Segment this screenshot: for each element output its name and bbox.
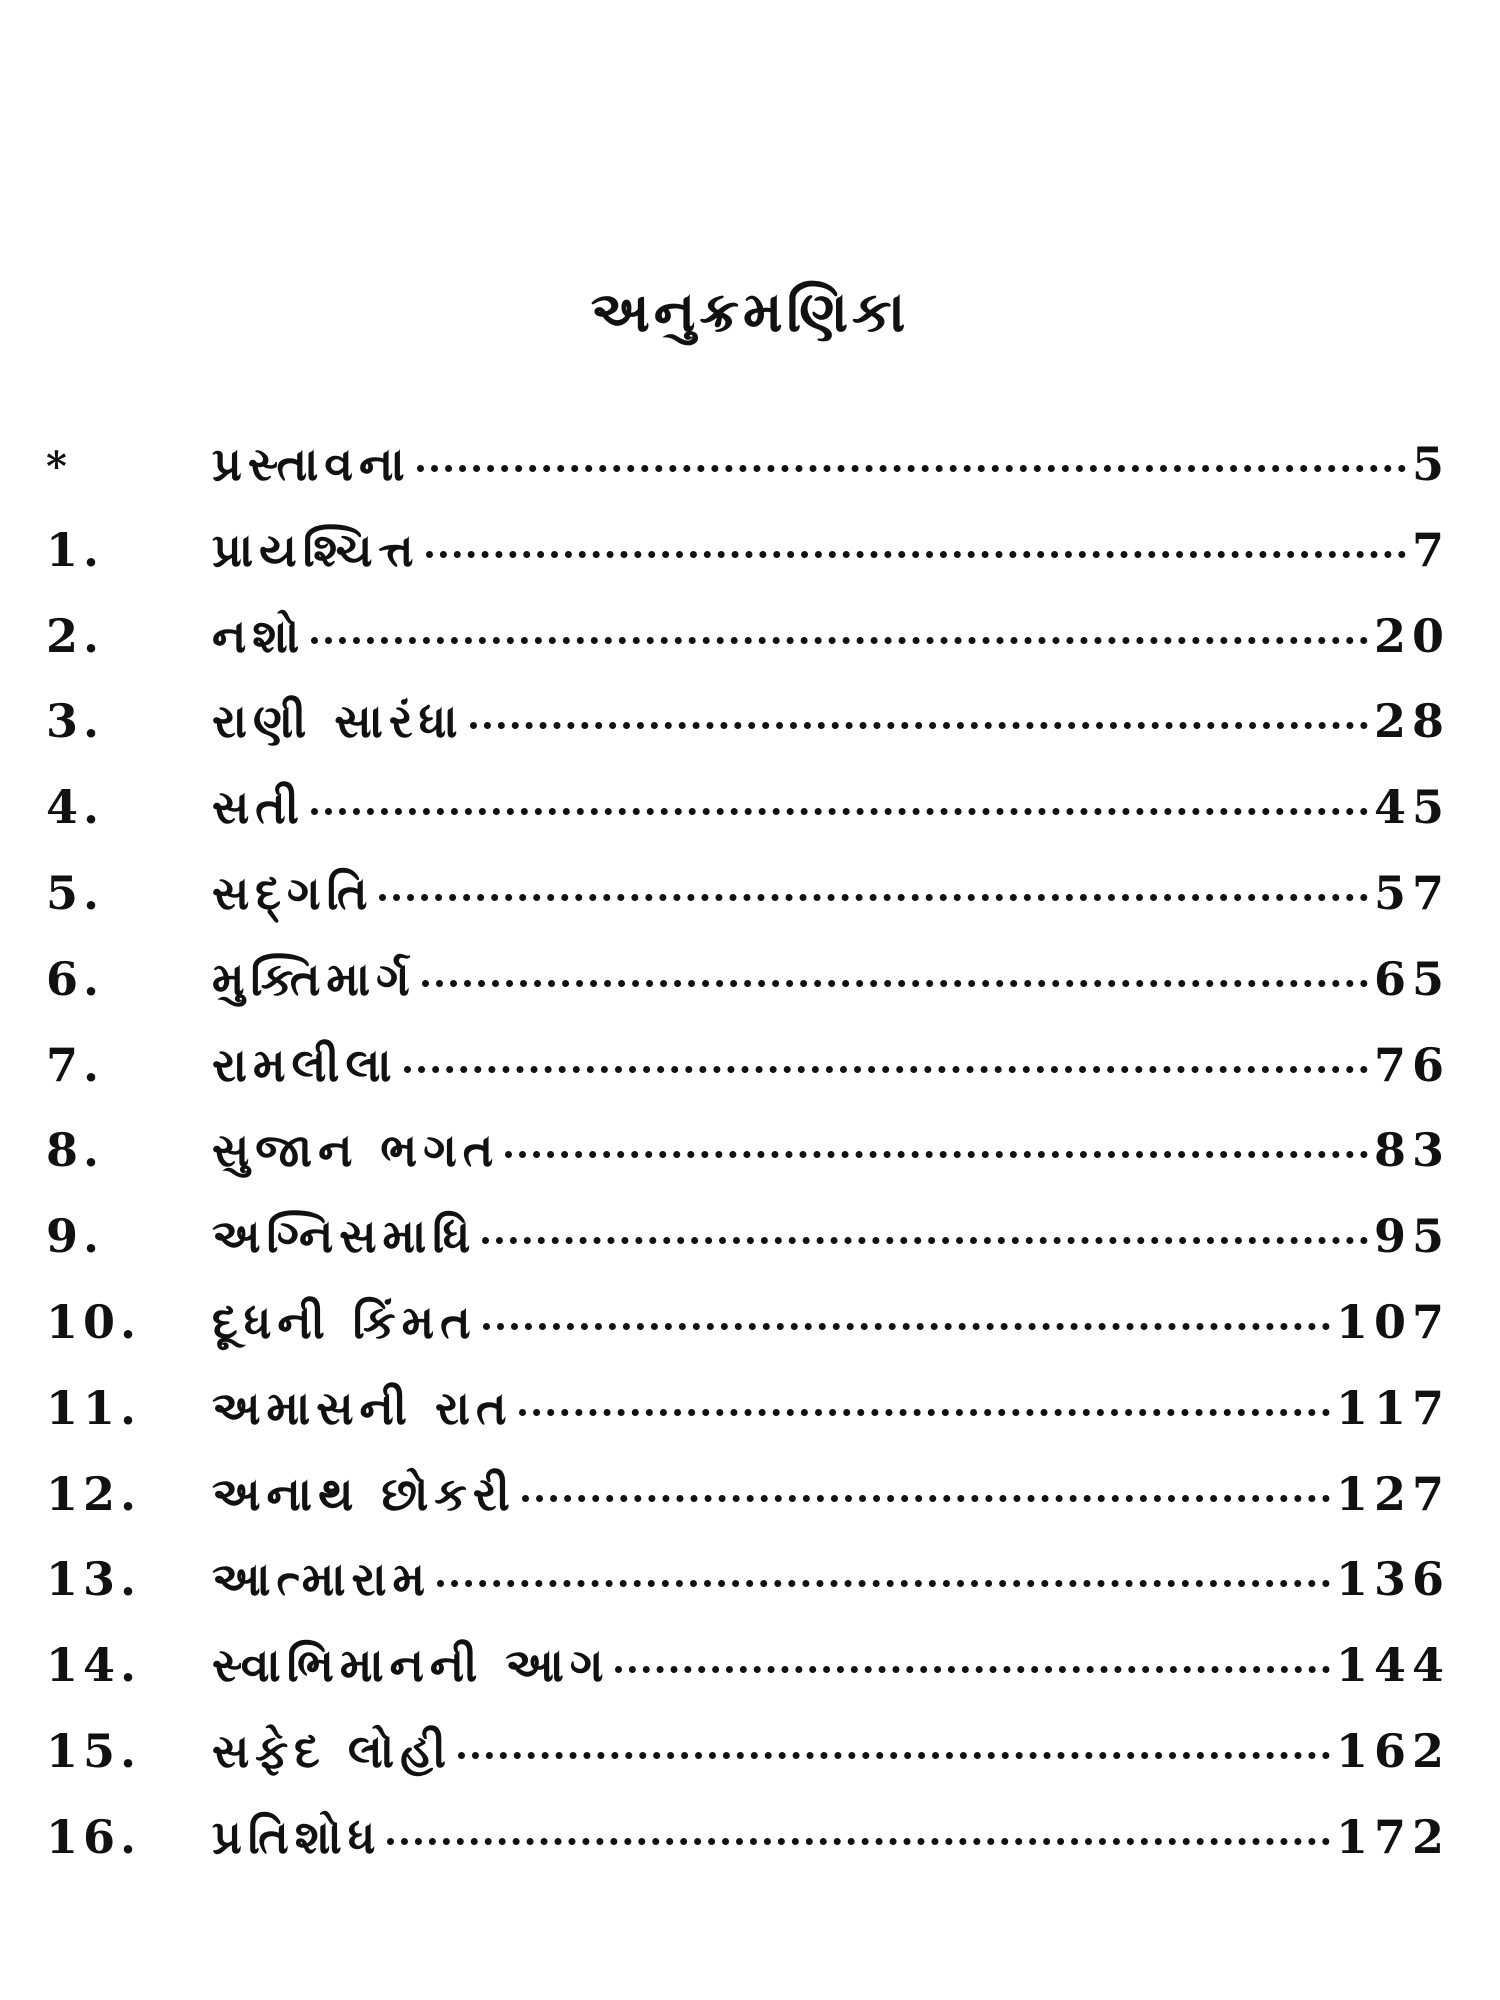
entry-page-number: 144 [1335,1638,1450,1693]
entry-title: રામલીલા [212,1037,398,1092]
entry-marker: 7. [46,1037,105,1092]
entry-marker: 2. [46,608,105,663]
entry-title: અનાથ છોકરી [212,1466,516,1521]
entry-title: સફેદ લોહી [212,1723,452,1778]
entry-page-number: 95 [1373,1209,1450,1264]
entry-page-number: 5 [1411,437,1450,491]
entry-page-number: 45 [1373,780,1450,835]
toc-entry [46,1381,1450,1467]
entry-title: આત્મારામ [212,1552,432,1607]
entry-title: નશો [212,608,306,663]
entry-marker: 5. [46,865,105,920]
entry-page-number: 117 [1335,1380,1450,1435]
entry-page-number: 65 [1373,951,1450,1006]
entry-page-number: 172 [1335,1809,1450,1864]
entry-title: પ્રસ્તાવના [212,437,411,491]
entry-marker: 1. [46,522,105,577]
entry-page-number: 136 [1335,1552,1450,1607]
entry-title: અમાસની રાત [212,1380,513,1435]
toc-entry [46,1295,1450,1381]
entry-page-number: 28 [1373,694,1450,749]
entry-title: પ્રતિશોધ [212,1809,382,1864]
entry-marker: 15. [46,1723,142,1778]
entry-title: રાણી સારંધા [212,694,464,749]
toc-entry [46,1467,1450,1553]
entry-marker: 16. [46,1809,142,1864]
toc-entry [46,952,1450,1038]
dot-leader [422,980,1368,987]
dot-leader [482,1237,1368,1244]
entry-marker: 8. [46,1123,105,1178]
entry-page-number: 127 [1335,1466,1450,1521]
entry-marker: 13. [46,1552,142,1607]
entry-page-number: 162 [1335,1723,1450,1778]
toc-entry [46,1638,1450,1724]
dot-leader [387,1838,1330,1845]
entry-marker: 10. [46,1294,142,1349]
toc-entry [46,866,1450,952]
dot-leader [311,637,1368,644]
entry-title: પ્રાયશ્ચિત્ત [212,522,420,577]
dot-leader [522,1495,1330,1502]
dot-leader [404,1066,1368,1073]
entry-marker: 14. [46,1638,142,1693]
dot-leader [437,1580,1330,1587]
entry-page-number: 7 [1411,522,1450,577]
dot-leader [519,1409,1330,1416]
entry-marker: 6. [46,951,105,1006]
toc-entry [46,609,1450,695]
dot-leader [417,465,1406,472]
dot-leader [615,1666,1330,1673]
entry-page-number: 83 [1373,1123,1450,1178]
entry-page-number: 76 [1373,1037,1450,1092]
entry-title: મુક્તિમાર્ગ [212,951,416,1006]
page-title: અનુક્રમણિકા [590,280,910,345]
dot-leader [426,551,1406,558]
entry-title: સદ્‌ગતિ [212,865,374,920]
entry-page-number: 57 [1373,865,1450,920]
entry-marker: 11. [46,1380,142,1435]
dot-leader [379,894,1368,901]
toc-entry [46,1038,1450,1124]
toc-entry [46,1810,1450,1896]
entry-title: અગ્નિસમાધિ [212,1209,477,1264]
entry-title: સ્વાભિમાનની આગ [212,1638,610,1693]
entry-title: દૂધની કિંમત [212,1294,477,1349]
entry-marker: 9. [46,1209,105,1264]
table-of-contents [46,437,1450,1896]
entry-title: સુજાન ભગત [212,1123,500,1178]
dot-leader [505,1151,1368,1158]
toc-entry [46,523,1450,609]
entry-marker: 12. [46,1466,142,1521]
toc-entry [46,1724,1450,1810]
toc-entry [46,437,1450,523]
toc-entry [46,694,1450,780]
dot-leader [311,808,1368,815]
entry-marker: * [46,443,72,490]
toc-entry [46,1552,1450,1638]
dot-leader [458,1752,1330,1759]
entry-title: સતી [212,780,305,835]
entry-page-number: 20 [1373,608,1450,663]
entry-page-number: 107 [1335,1294,1450,1349]
toc-entry [46,1123,1450,1209]
entry-marker: 4. [46,780,105,835]
toc-entry [46,1209,1450,1295]
entry-marker: 3. [46,694,105,749]
dot-leader [470,722,1368,729]
toc-entry [46,780,1450,866]
dot-leader [483,1323,1330,1330]
